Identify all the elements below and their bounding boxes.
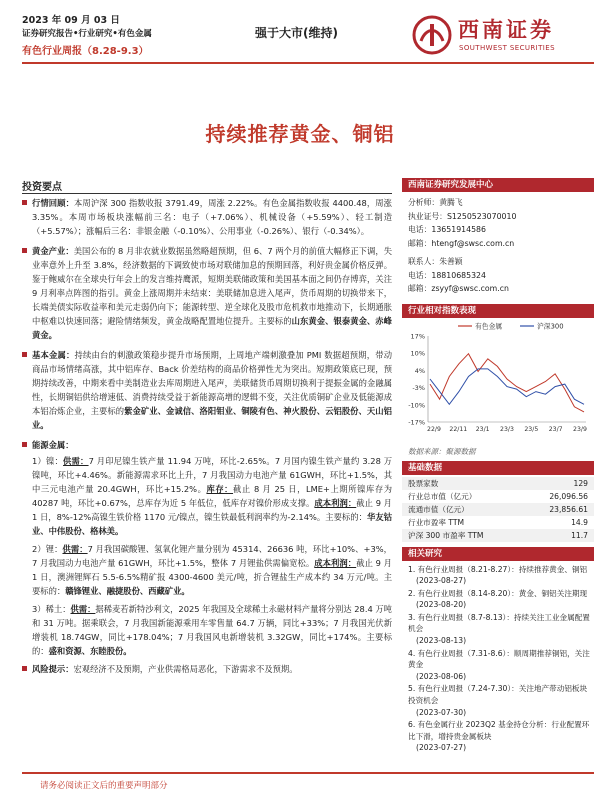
energy-metals: 能源金属：: [22, 438, 392, 452]
related-date: (2023-07-27): [416, 743, 467, 753]
report-subtitle: 有色行业周报（8.28-9.3）: [22, 46, 149, 57]
list-item[interactable]: [408, 612, 590, 647]
row-label: 股票家数: [402, 477, 524, 490]
y-tick-label: 10%: [410, 349, 425, 358]
row-value: 129: [524, 477, 594, 490]
gold-industry: 黄金产业：美国公布的 8 月非农就业数据虽然略超预期，但 6、7 两个月的前值大幅修正下调，失业率意外上升至 3.8%，经济数据的下调致使市场对联储加息的预期回落，利好贵金属价格反弹。鉴于鲍威尔在全球央行年会上的发言维持鹰派，短期美联储政策和美国基本面之间仍存博弈，关注 9 月利率点阵图的指引。黄金上涨周期并未结束：美联储加息进入尾声，货币周期的切换带来下，长端美债实际收益率和美元走弱仍向下；能源转型、逆全球化及股市危机救市地推动下，长期通胀中枢难以快速回落；避险情绪频发，黄金战略配置地位提升。主要标的山东黄金、银泰黄金、赤峰黄金。: [22, 244, 392, 342]
sidebar: [402, 178, 594, 755]
row-label: 流通市值（亿元）: [402, 503, 524, 516]
list-item[interactable]: [408, 588, 590, 611]
related-title: 5. 有色行业周报（7.24-7.30）：关注地产带动铝板块投资机会: [408, 684, 588, 706]
contact-name: 朱善颖: [439, 257, 463, 266]
series-line-0: [430, 353, 584, 411]
related-date: (2023-07-30): [416, 707, 467, 717]
report-title: 持续推荐黄金、铜铝: [205, 122, 395, 146]
related-research-list: [402, 561, 594, 755]
brand-logo-icon: [412, 15, 452, 55]
chart-source: 数据来源：聚源数据: [408, 446, 476, 456]
rating: 强于大市(维持): [255, 26, 338, 40]
x-tick-label: 23/7: [548, 425, 563, 433]
row-label: 沪深 300 市盈率 TTM: [402, 529, 524, 542]
x-tick-label: 23/9: [573, 425, 587, 433]
nickel-paragraph: 1）镍：供需：7 月印尼镍生铁产量 11.94 万吨，环比-2.65%。7 月国内镍生铁产量约 3.28 万镍吨，环比+4.46%。新能源需求环比上升，7 月我国动力电池产量 61GWH，环比+1.5%，其中三元电池产量 20.4GWH，环比+15.2%。库存：截止 8 月 25 日，LME+上期所镍库存为 40287 吨，环比+0.67%，总库存为近 5 年低位，低库存对镍价形成支撑。成本利润：截止 9 月 1 日，8%-12%高镍生铁价格 1170 元/镍点，镍生铁最低利润率约为-2.14%。主要标的：华友钴业、中伟股份、格林美。: [32, 456, 392, 536]
analyst-email[interactable]: htengf@swsc.com.cn: [431, 238, 515, 248]
investment-points: [22, 196, 392, 682]
row-value: 23,856.61: [524, 503, 594, 516]
table-row: [402, 529, 594, 542]
base-metals: 基本金属：持续由台的刺激政策稳步提升市场预期，上周地产端刺激叠加 PMI 数据超预期，带动商品市场情绪高涨，其中铝库存、Back 价差结构的商品价格弹性尤为突出。短期政策底已现，预期持续改善，中期来看中美制造业去库周期进入尾声，美联储货币周期切换利于提振金属的金融属性，长期铜铝供给增速低、消费持续受益于新能源高增的逻辑不变，关注优质铜矿企业及低能源成本铝冶炼企业，主要标的紫金矿业、金诚信、洛阳钼业、铜陵有色、神火股份、云铝股份、天山铝业。: [22, 348, 392, 432]
research-center-title: 西南证券研究发展中心: [402, 178, 594, 192]
legend-label-1: 沪深300: [537, 322, 564, 330]
y-tick-label: -10%: [408, 400, 425, 409]
basic-data-table: [402, 477, 594, 542]
series-line-1: [430, 368, 584, 403]
risk-warning: 风险提示：宏观经济不及预期，产业供需格局恶化，下游需求不及预期。: [22, 662, 392, 676]
x-tick-label: 22/11: [449, 425, 468, 433]
contact-email[interactable]: zsyyf@swsc.com.cn: [431, 284, 509, 293]
header-divider: [22, 62, 594, 64]
row-label: 行业市盈率 TTM: [408, 517, 465, 527]
rare-earth-paragraph: 3）稀土：供需：据稀麦若新特沙利文，2025 年我国及全球稀土永磁材料产量将分别达 28.4 万吨和 31 万吨。据乘联会，7 月我国新能源乘用车零售量 64.7 万辆，同比+33%；7 月我国光伏新增装机 18.74GW，同比+178.04%；7 月我国风电新增装机 3.32GW，同比+174%。主要标的：盛和资源、东睦股份。: [32, 604, 392, 656]
relative-index-section: [402, 304, 594, 461]
y-tick-label: 4%: [414, 366, 425, 375]
brand-logo: [412, 12, 592, 58]
x-tick-label: 23/3: [500, 425, 514, 433]
row-value: 14.9: [571, 517, 588, 527]
row-value: 11.7: [524, 529, 594, 542]
related-date: (2023-08-20): [416, 600, 467, 610]
list-item[interactable]: [408, 683, 590, 718]
list-item[interactable]: [408, 564, 590, 587]
y-tick-label: -17%: [408, 418, 425, 426]
lithium-paragraph: 2）锂：供需：7 月我国碳酸锂、氢氧化锂产量分别为 45314、26636 吨，环比+10%、+3%，7 月我国动力电池产量 61GWH，环比+1.5%，整体 7 月锂盐供需偏宽松。成本利润：截止 9 月 1 日，澳洲锂辉石 5.5-6.5%精矿报 4300-4600 美元/吨，折合锂盐生产成本约 34 万元/吨。主要标的：赣锋锂业、融捷股份、西藏矿业。: [32, 544, 392, 596]
list-item[interactable]: [408, 719, 590, 754]
analyst-name: 黄腾飞: [439, 198, 463, 207]
related-date: (2023-08-06): [416, 671, 467, 681]
related-research-title: 相关研究: [402, 547, 594, 561]
table-row: [402, 477, 594, 490]
related-title: 3. 有色行业周报（8.7-8.13）：持续关注工业金属配置机会: [408, 612, 590, 634]
footer-divider: [22, 772, 594, 774]
table-row: [402, 490, 594, 503]
x-tick-label: 23/1: [475, 425, 490, 433]
x-tick-label: 22/9: [427, 425, 441, 433]
related-title: 1. 有色行业周报（8.21-8.27）：持续推荐黄金、铜铝: [408, 564, 588, 574]
related-title: 6. 有色金属行业 2023Q2 基金持仓分析：行业配置环比下滑，增持贵金属板块: [408, 720, 590, 741]
related-title: 2. 有色行业周报（8.14-8.20）：黄金、铜铝关注期现: [408, 588, 588, 598]
investment-points-divider: [22, 193, 392, 194]
brand-name-cn: 西南证券: [458, 18, 554, 42]
y-tick-label: -3%: [412, 383, 425, 392]
footer-disclaimer: 请务必阅读正文后的重要声明部分: [40, 781, 168, 791]
row-value: 26,096.56: [549, 491, 588, 501]
row-label: 行业总市值（亿元）: [408, 491, 477, 501]
x-tick-label: 23/5: [524, 425, 539, 433]
basic-data-title: 基础数据: [402, 461, 594, 475]
related-date: (2023-08-27): [416, 576, 467, 586]
table-row: [402, 516, 594, 529]
related-title: 4. 有色行业周报（7.31-8.6）：顺周期推荐铜铝，关注黄金: [408, 648, 590, 670]
market-review: 行情回顾：本周沪深 300 指数收报 3791.49，周涨 2.22%。有色金属指数收报 4400.48，周涨 3.35%。本周市场板块涨幅前三名：电子（+7.06%）、机械设备（+5.59%）、轻工制造（+5.57%）；涨幅后三名：非银金融（-0.10%）、公用事业（-0.26%）、银行（-0.34%）。: [22, 196, 392, 238]
basic-data-section: [402, 461, 594, 542]
legend-label-0: 有色金属: [475, 322, 503, 330]
list-item[interactable]: [408, 648, 590, 683]
table-row: [402, 503, 594, 516]
related-date: (2023-08-13): [416, 636, 467, 646]
report-type: 证券研究报告•行业研究•有色金属: [22, 29, 152, 39]
relative-index-title: 行业相对指数表现: [402, 304, 594, 318]
analyst-info: 分析师：黄腾飞 执业证号：S1250523070010 电话：13651914586 邮箱：htengf@swsc.com.cn 联系人：朱善颖 电话：18810685324 邮箱：zsyyf@swsc.com.cn: [408, 198, 517, 293]
y-tick-label: 17%: [410, 332, 425, 340]
relative-index-chart: [402, 318, 594, 440]
related-research-section: [402, 547, 594, 755]
brand-name-en: SOUTHWEST SECURITIES: [459, 44, 555, 52]
investment-points-heading: 投资要点: [22, 182, 62, 193]
report-date: 2023 年 09 月 03 日: [22, 15, 120, 26]
